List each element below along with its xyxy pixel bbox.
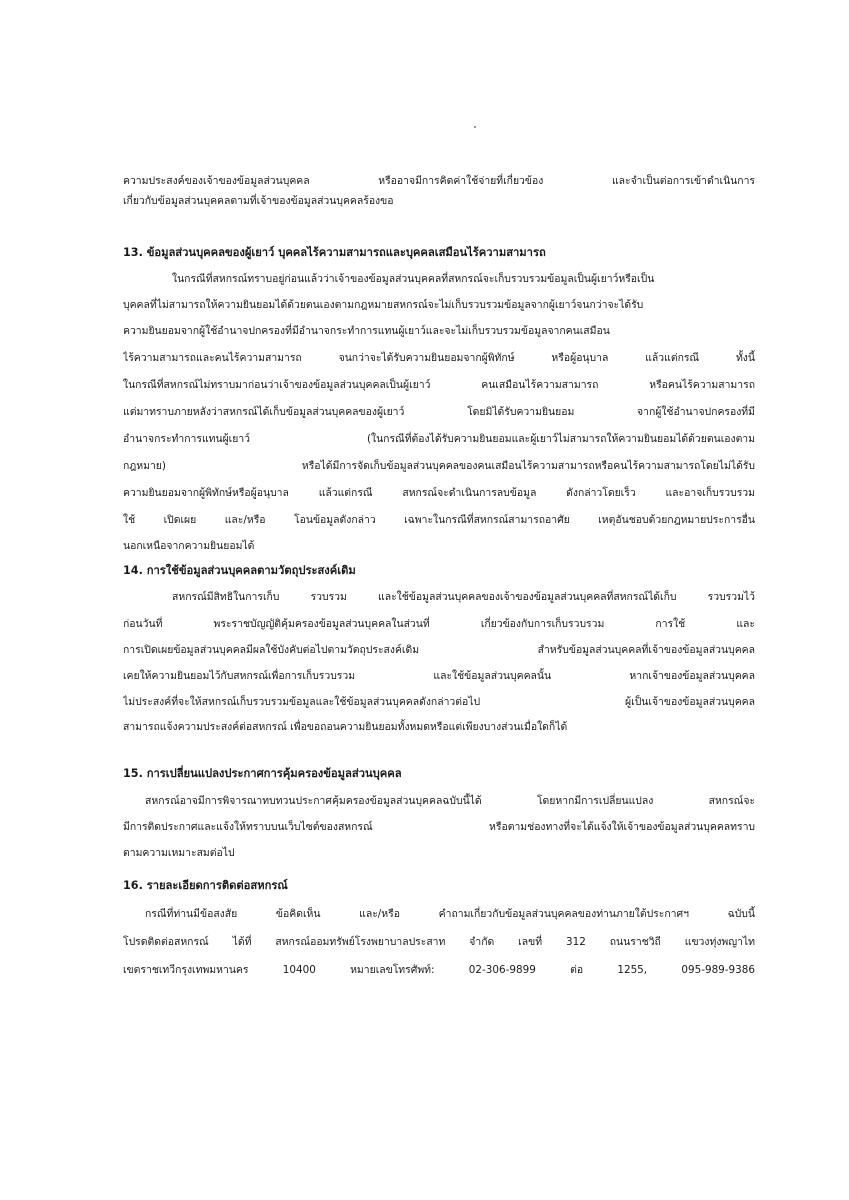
paragraph-line: ในกรณีที่สหกรณ์ทราบอยู่ก่อนแล้วว่าเจ้าของข้อมูลส่วนบุคคลที่สหกรณ์จะเก็บรวบรวมข้อมูลเป็นผู้เยาว์หรือเป็น (172, 273, 655, 285)
paragraph-line: ในกรณีที่สหกรณ์ไม่ทราบมาก่อนว่าเจ้าของข้อมูลส่วนบุคคลเป็นผู้เยาว์ คนเสมือนไร้ความสามารถ หรือคนไร้ความสามารถ (123, 379, 755, 391)
section-15-heading: 15. การเปลี่ยนแปลงประกาศการคุ้มครองข้อมูลส่วนบุคคล (123, 767, 402, 780)
paragraph-line: เกี่ยวกับข้อมูลส่วนบุคคลตามที่เจ้าของข้อมูลส่วนบุคคลร้องขอ (123, 195, 394, 207)
paragraph-line: เขตราชเทวีกรุงเทพมหานคร 10400 หมายเลขโทรศัพท์: 02-306-9899 ต่อ 1255, 095-989-9386 (123, 964, 755, 976)
paragraph-line: อำนาจกระทำการแทนผู้เยาว์ (ในกรณีที่ต้องได้รับความยินยอมและผู้เยาว์ไม่สามารถให้ความยินยอมได้ด้วยตนเองตาม (123, 433, 755, 445)
paragraph-line: ความประสงค์ของเจ้าของข้อมูลส่วนบุคคล หรืออาจมีการคิดค่าใช้จ่ายที่เกี่ยวข้อง และจำเป็นต่อการเข้าดำเนินการ (123, 175, 755, 187)
scan-speck (474, 126, 476, 128)
paragraph-line: มีการติดประกาศและแจ้งให้ทราบบนเว็บไซต์ของสหกรณ์ หรือตามช่องทางที่จะได้แจ้งให้เจ้าของข้อมูลส่วนบุคคลทราบ (123, 821, 755, 833)
paragraph-line: นอกเหนือจากความยินยอมได้ (123, 540, 255, 552)
paragraph-line: สามารถแจ้งความประสงค์ต่อสหกรณ์ เพื่อขอถอนความยินยอมทั้งหมดหรือแต่เพียงบางส่วนเมื่อใดก็ได้ (123, 721, 568, 733)
paragraph-line: กฎหมาย) หรือได้มีการจัดเก็บข้อมูลส่วนบุคคลของคนเสมือนไร้ความสามารถหรือคนไร้ความสามารถโดยไม่ได้รับ (123, 460, 755, 472)
paragraph-line: สหกรณ์มีสิทธิในการเก็บ รวบรวม และใช้ข้อมูลส่วนบุคคลของเจ้าของข้อมูลส่วนบุคคลที่สหกรณ์ได้เก็บ รวบรวมไว้ (172, 591, 755, 603)
section-16-heading: 16. รายละเอียดการติดต่อสหกรณ์ (123, 879, 288, 892)
section-13-heading: 13. ข้อมูลส่วนบุคคลของผู้เยาว์ บุคคลไร้ความสามารถและบุคคลเสมือนไร้ความสามารถ (123, 246, 546, 259)
paragraph-line: กรณีที่ท่านมีข้อสงสัย ข้อคิดเห็น และ/หรือ คำถามเกี่ยวกับข้อมูลส่วนบุคคลของท่านภายใต้ประกาศฯ ฉบับนี้ (145, 908, 755, 920)
section-14-heading: 14. การใช้ข้อมูลส่วนบุคคลตามวัตถุประสงค์เดิม (123, 564, 356, 577)
paragraph-line: ความยินยอมจากผู้พิทักษ์หรือผู้อนุบาล แล้วแต่กรณี สหกรณ์จะดำเนินการลบข้อมูล ดังกล่าวโดยเร็ว และอาจเก็บรวบรวม (123, 487, 755, 499)
paragraph-line: โปรดติดต่อสหกรณ์ ได้ที่ สหกรณ์ออมทรัพย์โรงพยาบาลประสาท จำกัด เลขที่ 312 ถนนราชวิถี แขวงทุ่งพญาไท (123, 936, 755, 948)
paragraph-line: ความยินยอมจากผู้ใช้อำนาจปกครองที่มีอำนาจกระทำการแทนผู้เยาว์และจะไม่เก็บรวบรวมข้อมูลจากคนเสมือน (123, 325, 610, 337)
paragraph-line: ไร้ความสามารถและคนไร้ความสามารถ จนกว่าจะได้รับความยินยอมจากผู้พิทักษ์ หรือผู้อนุบาล แล้วแต่กรณี ทั้งนี้ (123, 352, 755, 364)
paragraph-line: การเปิดเผยข้อมูลส่วนบุคคลมีผลใช้บังคับต่อไปตามวัตถุประสงค์เดิม สำหรับข้อมูลส่วนบุคคลที่เจ้าของข้อมูลส่วนบุคคล (123, 644, 755, 656)
paragraph-line: ก่อนวันที่ พระราชบัญญัติคุ้มครองข้อมูลส่วนบุคคลในส่วนที่ เกี่ยวข้องกับการเก็บรวบรวม การใช้ และ (123, 618, 755, 630)
paragraph-line: บุคคลที่ไม่สามารถให้ความยินยอมได้ด้วยตนเองตามกฎหมายสหกรณ์จะไม่เก็บรวบรวมข้อมูลจากผู้เยาว์จนกว่าจะได้รับ (123, 299, 644, 311)
paragraph-line: ใช้ เปิดเผย และ/หรือ โอนข้อมูลดังกล่าว เฉพาะในกรณีที่สหกรณ์สามารถอาศัย เหตุอันชอบด้วยกฎหมายประการอื่น (123, 514, 755, 526)
paragraph-line: ไม่ประสงค์ที่จะให้สหกรณ์เก็บรวบรวมข้อมูลและใช้ข้อมูลส่วนบุคคลดังกล่าวต่อไป ผู้เป็นเจ้าของข้อมูลส่วนบุคคล (123, 696, 755, 708)
paragraph-line: สหกรณ์อาจมีการพิจารณาทบทวนประกาศคุ้มครองข้อมูลส่วนบุคคลฉบับนี้ได้ โดยหากมีการเปลี่ยนแปลง สหกรณ์จะ (145, 795, 755, 807)
paragraph-line: เคยให้ความยินยอมไว้กับสหกรณ์เพื่อการเก็บรวบรวม และใช้ข้อมูลส่วนบุคคลนั้น หากเจ้าของข้อมูลส่วนบุคคล (123, 670, 755, 682)
paragraph-line: ตามความเหมาะสมต่อไป (123, 847, 235, 859)
paragraph-line: แต่มาทราบภายหลังว่าสหกรณ์ได้เก็บข้อมูลส่วนบุคคลของผู้เยาว์ โดยมิได้รับความยินยอม จากผู้ใช้อำนาจปกครองที่มี (123, 406, 755, 418)
